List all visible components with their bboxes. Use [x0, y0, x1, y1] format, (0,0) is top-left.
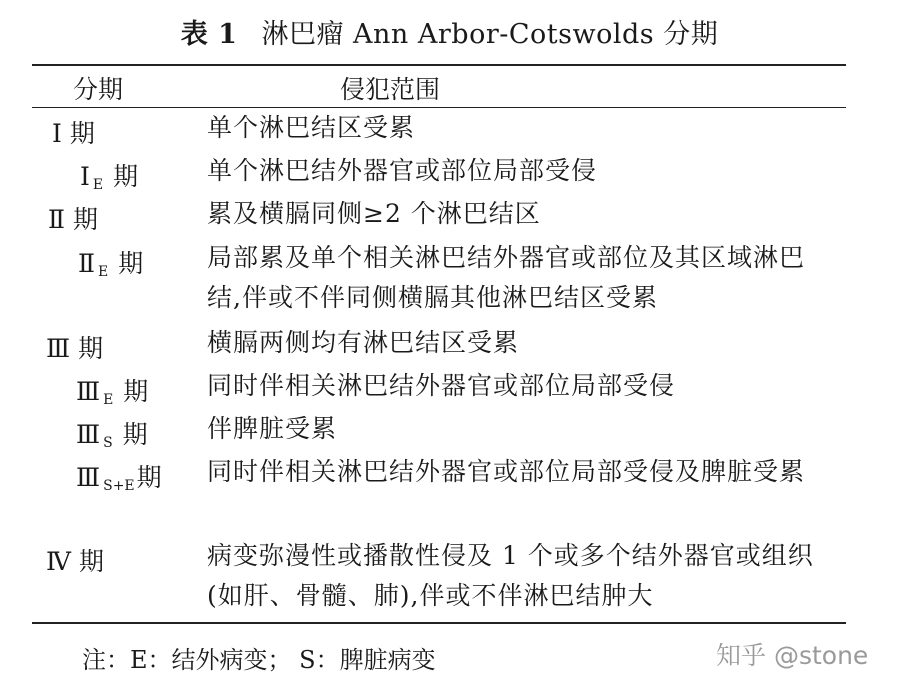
top-rule — [32, 64, 846, 66]
stage-label: Ⅰ $_E$ 期 — [80, 162, 139, 193]
table-number: 表 1 — [180, 19, 238, 50]
stage-description: 同时伴相关淋巴结外器官或部位局部受侵及脾脏受累 — [207, 457, 806, 486]
header-extent: 侵犯范围 — [340, 75, 441, 104]
stage-label: Ⅲ $_E$ 期 — [76, 377, 149, 408]
stage-label: Ⅱ 期 — [48, 205, 98, 234]
stage-description: 同时伴相关淋巴结外器官或部位局部受侵 — [207, 371, 676, 400]
stage-label: Ⅳ 期 — [46, 547, 104, 576]
bottom-rule — [32, 622, 846, 624]
stage-label: Ⅲ 期 — [46, 334, 104, 363]
table-title: 淋巴瘤 Ann Arbor-Cotswolds 分期 — [261, 19, 719, 50]
stage-label: Ⅲ $_S$ 期 — [76, 420, 148, 451]
stage-description: 累及横膈同侧≥2 个淋巴结区 — [207, 199, 541, 228]
stage-description: 伴脾脏受累 — [207, 414, 338, 443]
stage-description: 单个淋巴结区受累 — [207, 113, 416, 142]
stage-description: 局部累及单个相关淋巴结外器官或部位及其区域淋巴结,伴或不伴同侧横膈其他淋巴结区受累 — [207, 243, 806, 312]
stage-description: 单个淋巴结外器官或部位局部受侵 — [207, 156, 598, 185]
stage-label: Ⅲ $_{S+E}$期 — [76, 463, 162, 494]
stage-description: 病变弥漫性或播散性侵及 1 个或多个结外器官或组织(如肝、骨髓、肺),伴或不伴淋巴结肿大 — [207, 541, 814, 610]
stage-label: Ⅰ 期 — [52, 119, 95, 148]
table-caption — [0, 12, 899, 51]
stage-label: Ⅱ $_E$ 期 — [78, 249, 144, 280]
header-stage: 分期 — [73, 75, 124, 104]
watermark: 知乎 @stone — [716, 641, 869, 670]
stage-description: 横膈两侧均有淋巴结区受累 — [207, 328, 520, 357]
table-footnote: 注：E：结外病变； S：脾脏病变 — [82, 646, 436, 674]
